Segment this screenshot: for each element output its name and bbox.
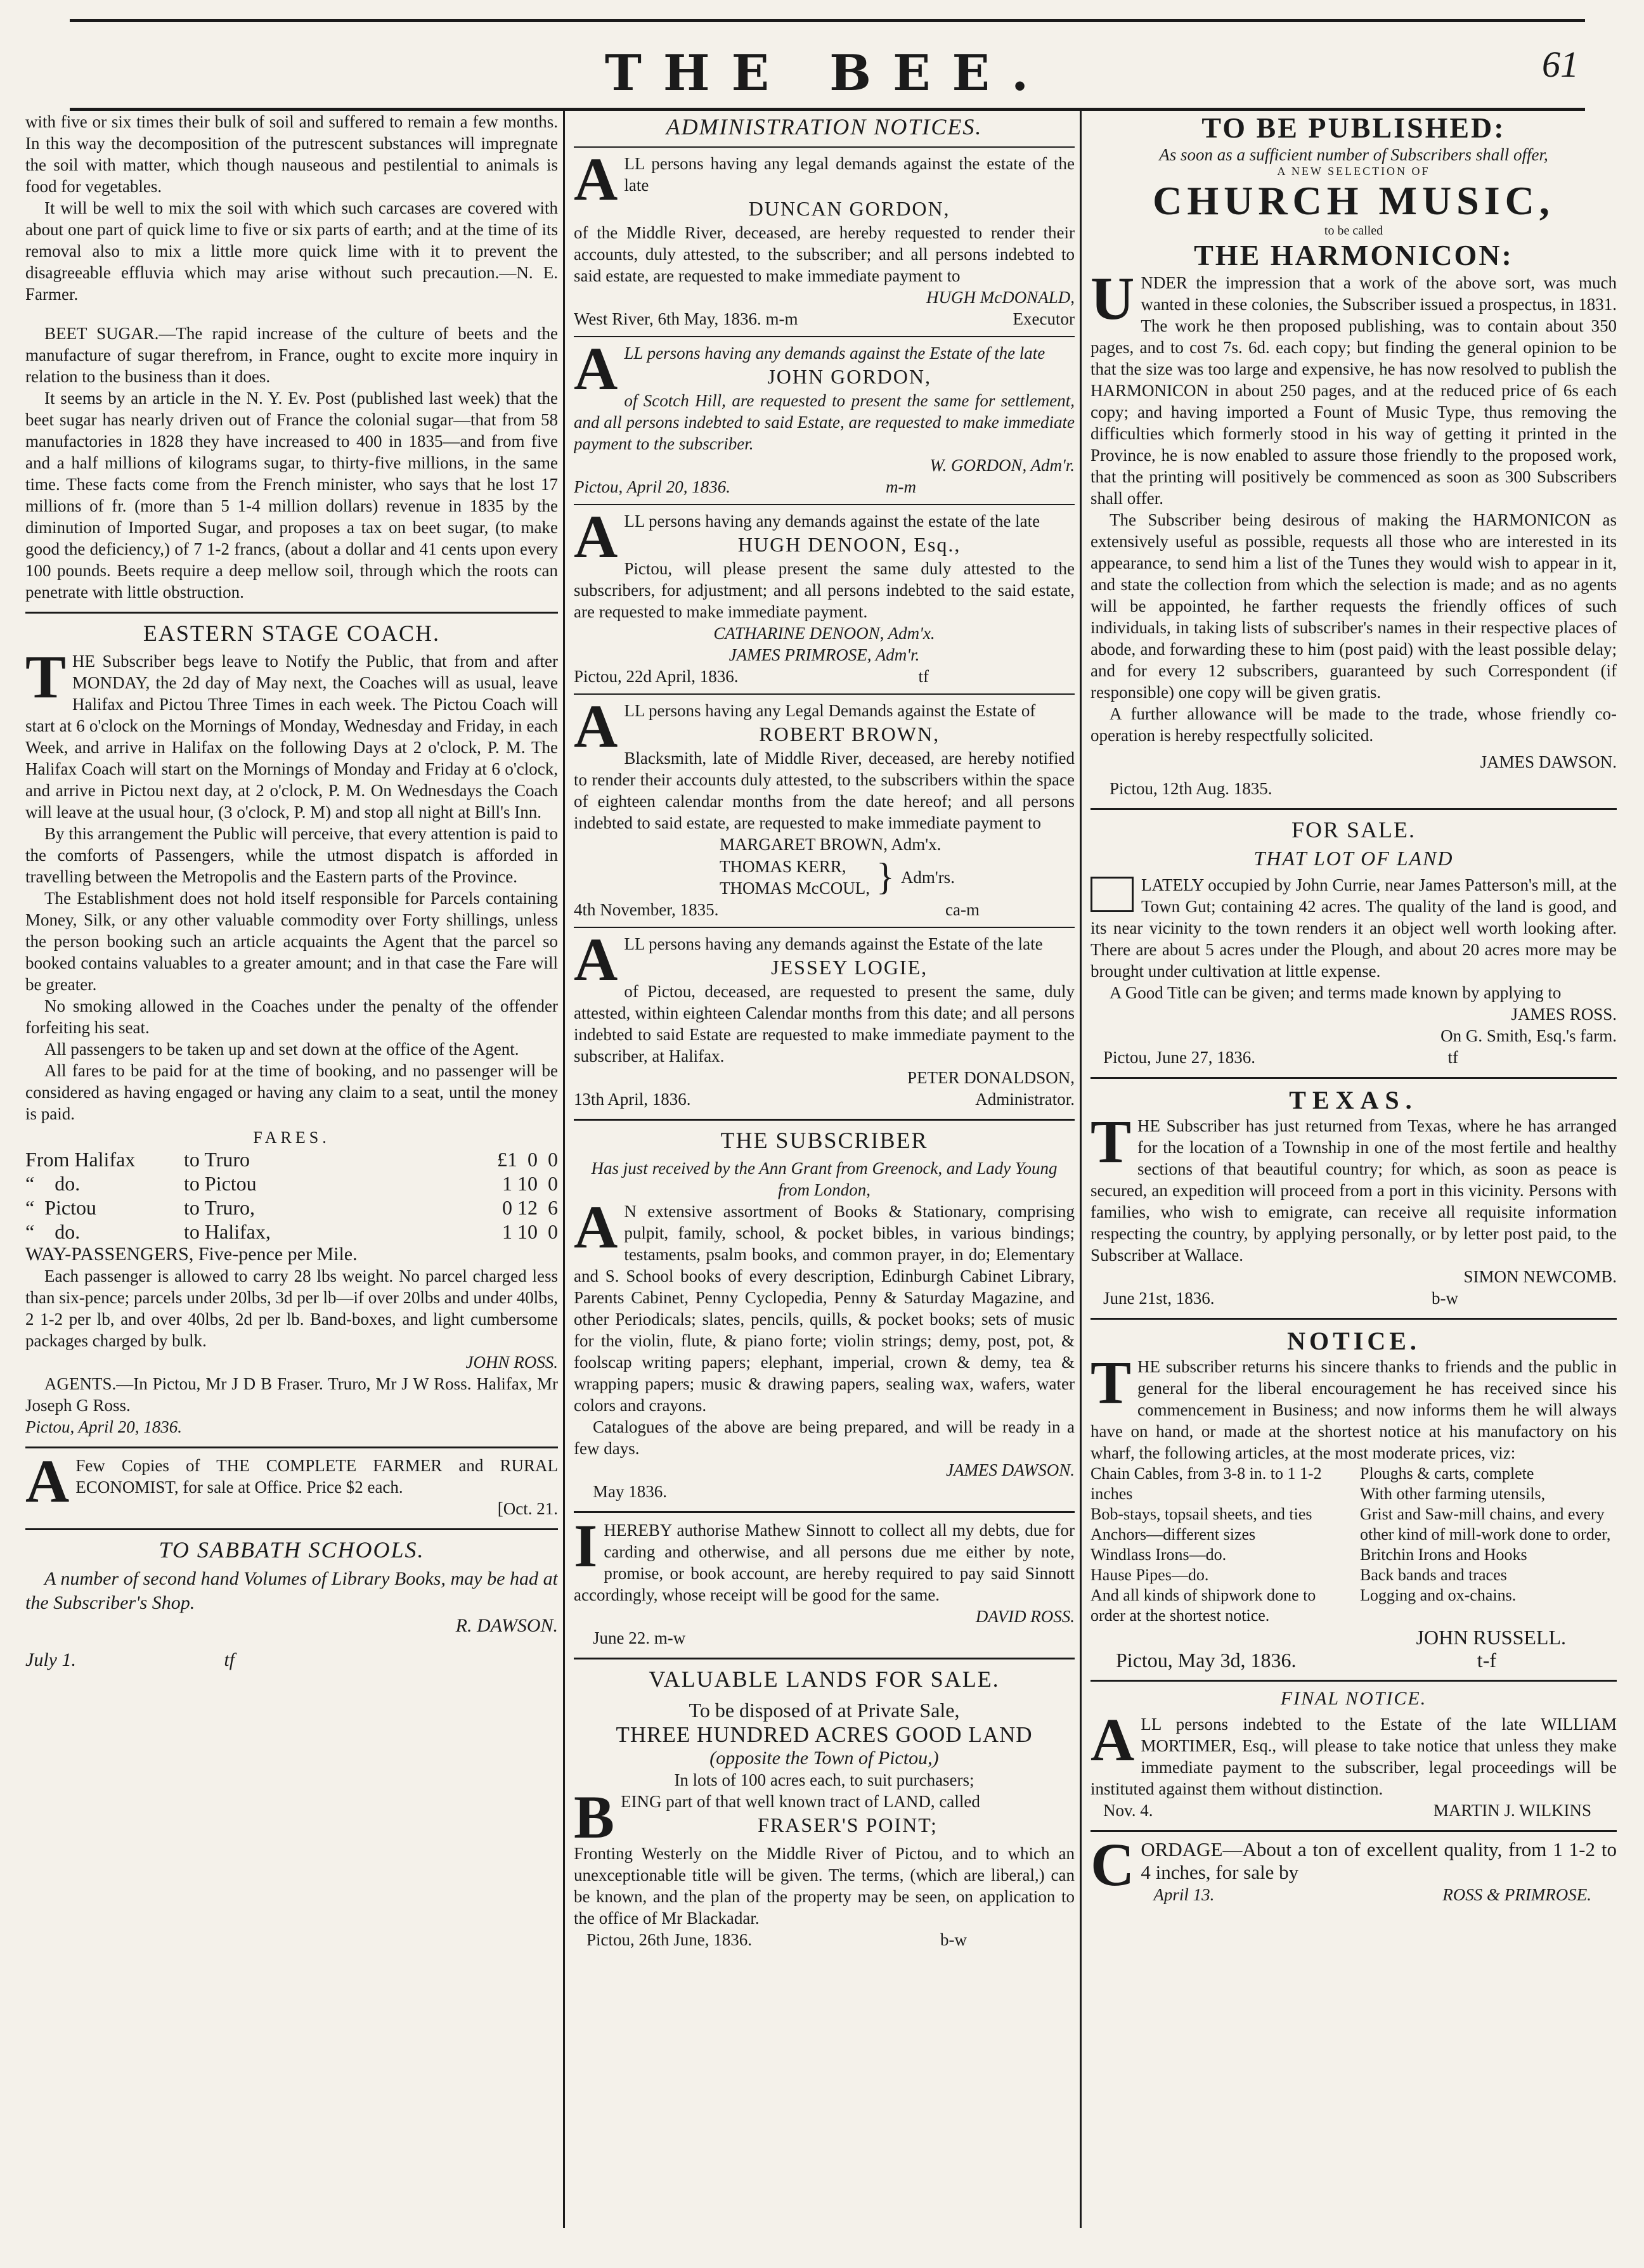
column-1 [25,111,558,2228]
deceased-name: ROBERT BROWN, [759,723,940,745]
signer: ROSS & PRIMROSE. [1442,1885,1591,1904]
stage-coach-ad [25,620,558,1438]
fare-row [25,1147,558,1171]
divider [574,1658,1075,1659]
fare-row [25,1195,558,1220]
fare-to: to Truro [184,1148,250,1171]
signer: JOHN RUSSELL. [1416,1626,1566,1649]
drop-cap: B [574,1783,615,1851]
signer: R. DAWSON. [455,1615,558,1636]
small-caption: to be called [1324,224,1383,238]
final-notice-ad [1091,1688,1617,1821]
paragraph: NDER the impression that a work of the above sort, was much wanted in these colonies, the Subscriber issued a prospectus, in 1831. The work he then proposed publishing, was to contain about 350 pages, and to cost 7s. 6d. each copy; but finding the general opinion to be that the size was too large and expensive, he has now resolved to publish the HARMONICON in about 250 pages, and at the reduced price of 6s each copy; and having imported a Fount of Music Type, thus removing the difficulties which formerly stood in his way of getting it printed in the Province, he is now enabled to assure those friendly to the proposed work, that the printing will positively be commenced as soon as 300 Subscribers shall offer. [1091,273,1617,508]
tag: b-w [940,1930,967,1949]
list-item: Bob-stays, topsail sheets, and ties [1091,1505,1312,1523]
tag: m-m [886,477,916,496]
signer: W. GORDON, Adm'r. [929,456,1075,475]
paragraph: ORDAGE—About a ton of excellent quality, from 1 1-2 to 4 inches, for sale by [1141,1838,1617,1883]
paragraph: HE Subscriber has just returned from Texas, where he has arranged for the location of a Township in one of the most fertile and healthy sections of that beautiful country; for which, as soon as peace is secured, an expedition will proceed from a port in this vicinity. Persons with families, who wish to emigrate, can receive all requisite information respecting the country, by applying personally, or by letter post paid, to the Subscriber at Wallace. [1091,1116,1617,1265]
drop-cap: A [574,925,618,993]
deceased-name: DUNCAN GORDON, [748,197,950,220]
drop-cap: T [25,643,67,711]
lots: In lots of 100 acres each, to suit purchasers; [674,1770,974,1789]
big-heading: THREE HUNDRED ACRES GOOD LAND [616,1722,1033,1747]
tag: b-w [1432,1289,1458,1308]
paragraph: LL persons having any demands against the estate of the late [624,512,1040,531]
paragraph: A Good Title can be given; and terms made known by applying to [1110,983,1562,1002]
date-line [574,308,1075,330]
date: June 22. m-w [593,1628,686,1647]
list-item: Ploughs & carts, complete [1360,1464,1534,1483]
farm-article [25,111,558,305]
divider [574,1119,1075,1121]
drop-cap: A [574,692,618,760]
ad-heading: VALUABLE LANDS FOR SALE. [649,1666,1000,1692]
paragraph: Blacksmith, late of Middle River, deceased, are hereby notified to render their accounts duly attested, to the subscribers within the space of eighteen calendar months from the date hereof; and all persons indebted to said estate, are requested to make immediate payment to [574,749,1075,832]
books-ad [574,1127,1075,1502]
signer: JAMES DAWSON. [946,1460,1075,1479]
signer: JAMES PRIMROSE, Adm'r. [728,645,920,664]
paragraph: of Pictou, deceased, are requested to present the same, duly attested, within eighteen Calendar months from this date; and all persons indebted to said Estate are requested to make immediate payment to the subscriber, at Halifax. [574,982,1075,1066]
tag: ca-m [945,900,980,919]
date: Pictou, April 20, 1836. [574,477,730,496]
big-heading: CHURCH MUSIC, [1153,178,1555,223]
deceased-name: JESSEY LOGIE, [771,956,928,979]
tag: tf [224,1649,235,1670]
drop-cap: A [25,1447,70,1515]
sinnott-notice [574,1512,1075,1649]
paragraph: BEET SUGAR.—The rapid increase of the culture of beets and the manufacture of sugar therefrom, in France, ought to excite more inquiry in relation to the business than it does. [25,324,558,386]
masthead [70,19,1585,114]
date: Pictou, June 27, 1836. [1103,1048,1255,1067]
signer: THOMAS McCOUL, [720,878,871,898]
signer: MARTIN J. WILKINS [1433,1801,1591,1820]
articles-list [1091,1464,1617,1626]
deceased-name: JOHN GORDON, [767,365,931,388]
divider [1091,1318,1617,1320]
paragraph: of the Middle River, deceased, are hereby requested to render their accounts, duly attested, to the subscriber; and all persons indebted to said estate, are requested to make immediate payment to [574,223,1075,285]
ad-heading: NOTICE. [1287,1327,1420,1355]
list-item: Britchin Irons and Hooks [1360,1545,1527,1564]
list-item: Chain Cables, from 3-8 in. to 1 1-2 inches [1091,1464,1322,1503]
date: June 21st, 1836. [1103,1289,1215,1308]
divider [574,336,1075,337]
fare-row [25,1220,558,1244]
fare-from: “ Pictou [25,1196,96,1219]
date-line [1091,1047,1458,1068]
fare-to: to Pictou [184,1172,257,1195]
paragraph: The Establishment does not hold itself responsible for Parcels containing Money, Silk, or any other valuable commodity over Forty shillings, unless the person booking such an article acquaints the Agent that the parcel so booked contains valuables to a greater amount; and in that case the Fare will be greater. [25,889,558,994]
paragraph: LL persons indebted to the Estate of the late WILLIAM MORTIMER, Esq., will please to take notice that unless they make immediate payment to the subscriber, legal proceedings will be instituted against them without distinction. [1091,1715,1617,1798]
date: July 1. [25,1649,76,1670]
notice-hugh-denoon [574,503,1075,687]
date-line [25,1649,235,1671]
fare-to: to Halifax, [184,1220,271,1243]
fares-heading: FARES. [253,1128,330,1147]
role: Administrator. [975,1090,1075,1109]
column-3 [1091,111,1617,2228]
notice-duncan-gordon [574,145,1075,330]
paragraph: Fronting Westerly on the Middle River of Pictou, and to which an unexceptionable title will be given. The terms, (which are liberal,) can be known, and the plan of the property may be seen, on application to the office of Mr Blackadar. [574,1844,1075,1928]
articles-left [1091,1464,1347,1626]
newspaper-title: THE BEE. [604,44,1051,102]
drop-cap: A [574,503,618,570]
date: Pictou, 12th Aug. 1835. [1110,779,1272,798]
small-caption: A NEW SELECTION OF [1277,165,1430,177]
place-name: FRASER'S POINT; [758,1814,938,1836]
paragraph: It seems by an article in the N. Y. Ev. Post (published last week) that the beet sugar has nearly driven out of France the colonial sugar—that from 58 manufactories in 1828 they have increased to 400 in 1835—and from five and a half millions of kilograms sugar, to thirty-five millions, in the same time. These facts come from the French minister, who says that he lost 17 millions of fr. (more than 5 1-4 million dollars) revenue in 1835 by the diminution of Imported Sugar, and proposes a tax on beet sugar, (to make good the deficiency,) of 7 1-2 francs, (about a dollar and 41 cents upon every 100 pounds. Beets require a deep mellow soil, through which the roots can penetrate with little obstruction. [25,389,558,602]
beet-sugar-article [25,323,558,603]
drop-cap: A [574,145,618,213]
date-line [574,666,929,687]
fare-amount: 1 10 0 [502,1172,558,1195]
location: On G. Smith, Esq.'s farm. [1440,1026,1617,1045]
subheading: (opposite the Town of Pictou,) [709,1748,939,1769]
harmonicon-ad [1091,111,1617,799]
ad-heading: THE SUBSCRIBER [720,1128,928,1153]
signer: CATHARINE DENOON, Adm'x. [713,624,935,643]
fare-amount: 1 10 0 [502,1220,558,1243]
date: Nov. 4. [1103,1801,1153,1820]
tag: tf [1447,1048,1458,1067]
divider [574,504,1075,505]
fare-from: “ do. [25,1172,81,1195]
list-item: With other farming utensils, [1360,1485,1546,1503]
date-line [574,1929,967,1950]
masthead-top-rule [70,19,1585,22]
date: April 13. [1153,1885,1215,1904]
paragraph: HE Subscriber begs leave to Notify the Public, that from and after MONDAY, the 2d day of May next, the Coaches will as usual, leave Halifax and Pictou Three Times in each week. The Pictou Coach will start at 6 o'clock on the Mornings of Monday, Wednesday and Friday, in each Week, and arrive in Halifax on the following Days at 2 o'clock, P. M. The Halifax Coach will start on the Mornings of Monday and Friday at 6 o'clock, and arrive in Pictou next day, at 2 o'clock, P. M. On Wednesdays the Coach will leave at the usual hour, (3 o'clock, P. M) and stop all night at Bill's Inn. [25,652,558,822]
signer: HUGH McDONALD, [926,288,1075,307]
cordage-ad [1091,1831,1617,1905]
list-item: Logging and ox-chains. [1360,1586,1517,1604]
notice-robert-brown [574,692,1075,920]
sabbath-schools-ad [25,1537,558,1671]
paragraph: No smoking allowed in the Coaches under the penalty of the offender forfeiting his seat. [25,996,558,1037]
paragraph: HE subscriber returns his sincere thanks to friends and the public in general for the liberal encouragement he has received since his commencement in Business; and now informs them he will always have on hand, or made at the shortest notice at his manufactory on his wharf, the following articles, at the most moderate prices, viz: [1091,1357,1617,1462]
column-divider-1 [563,111,565,2228]
date-line [574,476,916,498]
paragraph: LL persons having any demands against the Estate of the late [624,934,1043,953]
date-line [1091,1287,1458,1309]
date: 4th November, 1835. [574,900,719,919]
date: Pictou, May 3d, 1836. [1116,1649,1297,1672]
subheading: Has just received by the Ann Grant from Greenock, and Lady Young from London, [591,1159,1058,1199]
agents: AGENTS.—In Pictou, Mr J D B Fraser. Truro, Mr J W Ross. Halifax, Mr Joseph G Ross. [25,1374,558,1415]
paragraph: Catalogues of the above are being prepared, and will be ready in a few days. [574,1417,1075,1458]
signer: JOHN ROSS. [465,1353,558,1372]
fare-to: to Truro, [184,1196,256,1219]
tag: tf [918,667,929,686]
fare-row [25,1171,558,1195]
drop-cap: C [1091,1831,1135,1898]
notice-john-gordon [574,335,1075,498]
ad-heading: FOR SALE. [1291,817,1416,842]
divider [25,1528,558,1530]
subheading: As soon as a sufficient number of Subscribers shall offer, [1159,145,1548,164]
ad-heading: TO BE PUBLISHED: [1201,112,1506,144]
list-item: Windlass Irons—do. [1091,1545,1227,1564]
paragraph: LL persons having any legal demands against the estate of the late [624,154,1075,195]
drop-cap: I [574,1512,598,1580]
signer: DAVID ROSS. [975,1607,1075,1626]
date-line [1091,1800,1617,1821]
signer: SIMON NEWCOMB. [1463,1267,1617,1286]
deceased-name: HUGH DENOON, Esq., [737,533,961,556]
drop-cap: T [1091,1348,1132,1416]
divider [1091,808,1617,810]
paragraph: The Subscriber being desirous of making the HARMONICON as extensively useful as possible, requests all those who are interested in its appearance, to send him a list of the Tunes they would wish to appear in it, and state the collection from which the selection is made; and as no agents will be appointed, he farther requests the friendly offices of such individuals, in taking lists of subscriber's names in their respective places of abode, and forwarding these to him (post paid) with the least possible delay; and for every 12 subscribers, guaranteed by such Correspondent (if responsible) one copy will be given gratis. [1091,510,1617,702]
tag: t-f [1477,1649,1496,1672]
list-item: Grist and Saw-mill chains, and every other kind of mill-work done to order, [1360,1505,1611,1543]
fare-amount: 0 12 6 [502,1196,558,1219]
divider [1091,1680,1617,1682]
ad-heading: FINAL NOTICE. [1280,1688,1427,1709]
divider [574,927,1075,928]
tag: [Oct. 21. [497,1499,558,1518]
paragraph: All passengers to be taken up and set down at the office of the Agent. [44,1040,519,1059]
date-line [1141,1884,1617,1905]
date: Pictou, April 20, 1836. [25,1417,182,1436]
divider [574,1511,1075,1513]
ad-heading: TO SABBATH SCHOOLS. [159,1537,425,1562]
role: Executor [1013,309,1075,328]
divider [25,612,558,614]
fare-amount: £1 0 0 [497,1148,558,1171]
paragraph: Each passenger is allowed to carry 28 lbs weight. No parcel charged less than six-pence; parcels under 20lbs, 3d per lb—if over 20lbs and under 40lbs, 2 1-2 per lb, and over 40lbs, 2d per lb. Band-boxes, and light cumbersome packages charged by bulk. [25,1266,558,1350]
drop-cap: A [574,335,618,403]
drop-cap: A [1091,1706,1135,1774]
ad-heading: EASTERN STAGE COACH. [143,621,441,646]
list-item: Back bands and traces [1360,1566,1507,1584]
for-sale-ad [1091,816,1617,1068]
date: 13th April, 1836. [574,1090,691,1109]
house-icon [1091,877,1134,912]
signer: THOMAS KERR, [720,856,846,876]
page-number: 61 [1542,44,1579,85]
drop-cap: U [1091,264,1135,332]
paragraph: LL persons having any demands against the Estate of the late [624,344,1045,363]
texas-ad [1091,1085,1617,1309]
date-line [1091,1649,1496,1671]
fares-table [25,1147,558,1244]
ad-heading: TEXAS. [1289,1086,1418,1114]
way-passengers: WAY-PASSENGERS, Five-pence per Mile. [25,1244,358,1265]
co-signers [574,855,1075,899]
fare-from: “ do. [25,1220,81,1243]
role: Adm'rs. [900,867,955,887]
fare-from: From Halifax [25,1148,136,1171]
divider [1091,1830,1617,1832]
subheading: THAT LOT OF LAND [1253,847,1454,870]
signer: MARGARET BROWN, Adm'x. [720,835,942,854]
date: Pictou, 26th June, 1836. [586,1930,752,1949]
date-line [574,899,980,920]
subheading: To be disposed of at Private Sale, [689,1699,960,1722]
divider [1091,1077,1617,1079]
paragraph: By this arrangement the Public will perceive, that every attention is paid to the comforts of Passengers, while the utmost dispatch is afforded in travelling between the Metropolis and the Eastern parts of the Province. [25,824,558,886]
complete-farmer-ad [25,1447,558,1519]
column-divider-2 [1080,111,1082,2228]
valuable-lands-ad [574,1666,1075,1950]
date: May 1836. [593,1482,667,1501]
date: West River, 6th May, 1836. m-m [574,309,798,328]
section-heading: ADMINISTRATION NOTICES. [666,114,983,139]
paragraph: A further allowance will be made to the trade, whose friendly co-operation is hereby respectfully solicited. [1091,704,1617,745]
drop-cap: T [1091,1107,1132,1175]
signer: JAMES DAWSON. [1480,752,1617,771]
paragraph: N extensive assortment of Books & Stationary, comprising pulpit, family, school, & pocket bibles, in various bindings; testaments, psalm books, and common prayer, in do; Elementary and S. School books of every description, Edinburgh Cabinet Library, Parents Cabinet, Penny Cyclopedia, Penny & Saturday Magazine, and other Periodicals; slates, pencils, quills, & pocket books; sets of music for the violin, flute, & piano forte; violin strings; demy, post, pot, & foolscap writing papers; elephant, imperial, crown & demy, tea & wrapping papers; music & drawing papers, sealing wax, wafers, water colors and crayons. [574,1202,1075,1415]
notice-ad [1091,1326,1617,1671]
paragraph: EING part of that well known tract of LAND, called [621,1792,980,1811]
paragraph: Few Copies of THE COMPLETE FARMER and RURAL ECONOMIST, for sale at Office. Price $2 each. [75,1456,558,1497]
notice-jessey-logie [574,925,1075,1110]
divider [574,146,1075,148]
signer: PETER DONALDSON, [907,1068,1075,1087]
paragraph: A number of second hand Volumes of Library Books, may be had at the Subscriber's Shop. [25,1568,558,1613]
paragraph: with five or six times their bulk of soil and suffered to remain a few months. In this way the decomposition of the putrescent substances will impregnate the soil with matter, which though nauseous and pestilential to animals is food for vegetables. [25,112,558,196]
paragraph: LL persons having any Legal Demands against the Estate of [624,701,1036,720]
paragraph: of Scotch Hill, are requested to present the same for settlement, and all persons indebted to said Estate, are requested to make immediate payment to the subscriber. [574,391,1075,453]
drop-cap: A [574,1193,618,1261]
paragraph: HEREBY authorise Mathew Sinnott to collect all my debts, due for carding and otherwise, and all persons due me either by note, promise, or book account, are hereby required to pay said Sinnott accordingly, whose receipt will be good for the same. [574,1521,1075,1604]
list-item: Anchors—different sizes [1091,1525,1256,1543]
date-line [574,1088,1075,1110]
book-title: THE HARMONICON: [1194,239,1513,271]
divider [574,693,1075,695]
column-2 [574,111,1075,2228]
articles-right [1360,1464,1617,1626]
list-item: Hause Pipes—do. [1091,1566,1209,1584]
date: Pictou, 22d April, 1836. [574,667,739,686]
paragraph: All fares to be paid for at the time of booking, and no passenger will be considered as having engaged or having any claim to a seat, until the money is paid. [25,1061,558,1123]
list-item: And all kinds of shipwork done to order at the shortest notice. [1091,1586,1316,1625]
divider [25,1446,558,1448]
signer: JAMES ROSS. [1511,1005,1617,1024]
paragraph: Pictou, will please present the same duly attested to the subscribers, for adjustment; and all persons indebted to the said estate, are requested to make immediate payment. [574,559,1075,621]
brace-icon: } [876,856,895,898]
paragraph: LATELY occupied by John Currie, near James Patterson's mill, at the Town Gut; containing 42 acres. The quality of the land is good, and its near vicinity to the town renders it an object well worth looking after. There are about 5 acres under the Plough, and about 20 acres more may be brought under cultivation at little expense. [1091,875,1617,981]
paragraph: It will be well to mix the soil with which such carcases are covered with about one part of quick lime to five or six parts of earth; and at the time of its removal also to mix a little more quick lime with it to prevent the disagreeable effluvia which may arise without such precaution.—N. E. Farmer. [25,198,558,304]
